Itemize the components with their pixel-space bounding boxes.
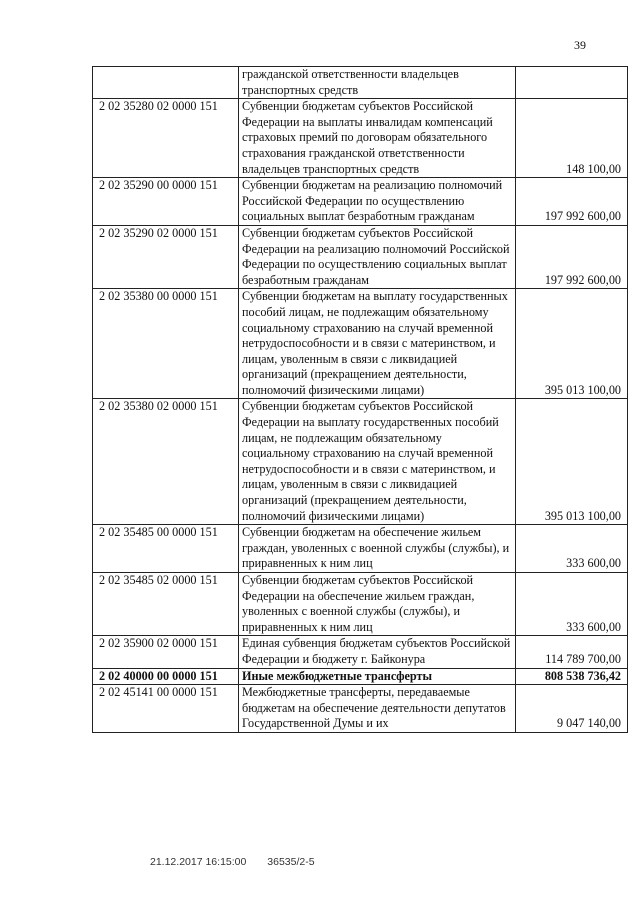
row-amount xyxy=(516,67,628,99)
row-description: Субвенции бюджетам субъектов Российской Федерации на реализацию полномочий Российской Федерации по осуществлению социальных выплат безработным гражданам xyxy=(239,225,516,288)
budget-table xyxy=(92,66,628,733)
row-description: Субвенции бюджетам субъектов Российской Федерации на выплату государственных пособий лицам, не подлежащим обязательному социальному страхованию на случай временной нетрудоспособности и в связи с материнством, и лицам, уволенным в связи с ликвидацией организаций (прекращением деятельности, полномочий физическими лицами) xyxy=(239,399,516,525)
row-code: 2 02 35280 02 0000 151 xyxy=(93,99,239,178)
row-description: Единая субвенция бюджетам субъектов Российской Федерации и бюджету г. Байконура xyxy=(239,636,516,668)
row-amount: 197 992 600,00 xyxy=(516,225,628,288)
row-code: 2 02 35380 02 0000 151 xyxy=(93,399,239,525)
row-amount: 333 600,00 xyxy=(516,525,628,573)
table-row xyxy=(93,289,628,399)
row-code: 2 02 35900 02 0000 151 xyxy=(93,636,239,668)
table-row xyxy=(93,636,628,668)
footer-datetime: 21.12.2017 16:15:00 xyxy=(150,856,247,868)
row-code: 2 02 35485 00 0000 151 xyxy=(93,525,239,573)
row-description: гражданской ответственности владельцев транспортных средств xyxy=(239,67,516,99)
row-amount: 114 789 700,00 xyxy=(516,636,628,668)
row-description: Субвенции бюджетам субъектов Российской Федерации на выплаты инвалидам компенсаций страховых премий по договорам обязательного страхования гражданской ответственности владельцев транспортных средств xyxy=(239,99,516,178)
budget-table-body xyxy=(93,67,628,733)
row-amount: 395 013 100,00 xyxy=(516,399,628,525)
row-code: 2 02 35290 00 0000 151 xyxy=(93,178,239,226)
row-description: Иные межбюджетные трансферты xyxy=(239,668,516,685)
table-row xyxy=(93,99,628,178)
row-amount: 197 992 600,00 xyxy=(516,178,628,226)
row-description: Межбюджетные трансферты, передаваемые бюджетам на обеспечение деятельности депутатов Государственной Думы и их xyxy=(239,685,516,733)
row-description: Субвенции бюджетам на выплату государственных пособий лицам, не подлежащим обязательному социальному страхованию на случай временной нетрудоспособности и в связи с материнством, и лицам, уволенным в связи с ликвидацией организаций (прекращением деятельности, полномочий физическими лицами) xyxy=(239,289,516,399)
table-row-total xyxy=(93,668,628,685)
row-amount: 9 047 140,00 xyxy=(516,685,628,733)
table-row xyxy=(93,178,628,226)
row-description: Субвенции бюджетам субъектов Российской Федерации на обеспечение жильем граждан, уволенных с военной службы (службы), и приравненных к ним лиц xyxy=(239,573,516,636)
table-row xyxy=(93,225,628,288)
page-number: 39 xyxy=(574,38,586,52)
row-code: 2 02 35380 00 0000 151 xyxy=(93,289,239,399)
row-description: Субвенции бюджетам на обеспечение жильем граждан, уволенных с военной службы (службы), и приравненных к ним лиц xyxy=(239,525,516,573)
row-code: 2 02 35485 02 0000 151 xyxy=(93,573,239,636)
table-row xyxy=(93,525,628,573)
table-row xyxy=(93,399,628,525)
row-code: 2 02 45141 00 0000 151 xyxy=(93,685,239,733)
row-amount: 808 538 736,42 xyxy=(516,668,628,685)
row-amount: 395 013 100,00 xyxy=(516,289,628,399)
page-footer xyxy=(150,856,333,868)
table-row xyxy=(93,67,628,99)
row-description: Субвенции бюджетам на реализацию полномочий Российской Федерации по осуществлению социальных выплат безработным гражданам xyxy=(239,178,516,226)
row-code: 2 02 40000 00 0000 151 xyxy=(93,668,239,685)
row-amount: 148 100,00 xyxy=(516,99,628,178)
row-amount: 333 600,00 xyxy=(516,573,628,636)
table-row xyxy=(93,573,628,636)
table-row xyxy=(93,685,628,733)
footer-document-id: 36535/2-5 xyxy=(267,856,315,868)
row-code: 2 02 35290 02 0000 151 xyxy=(93,225,239,288)
row-code xyxy=(93,67,239,99)
